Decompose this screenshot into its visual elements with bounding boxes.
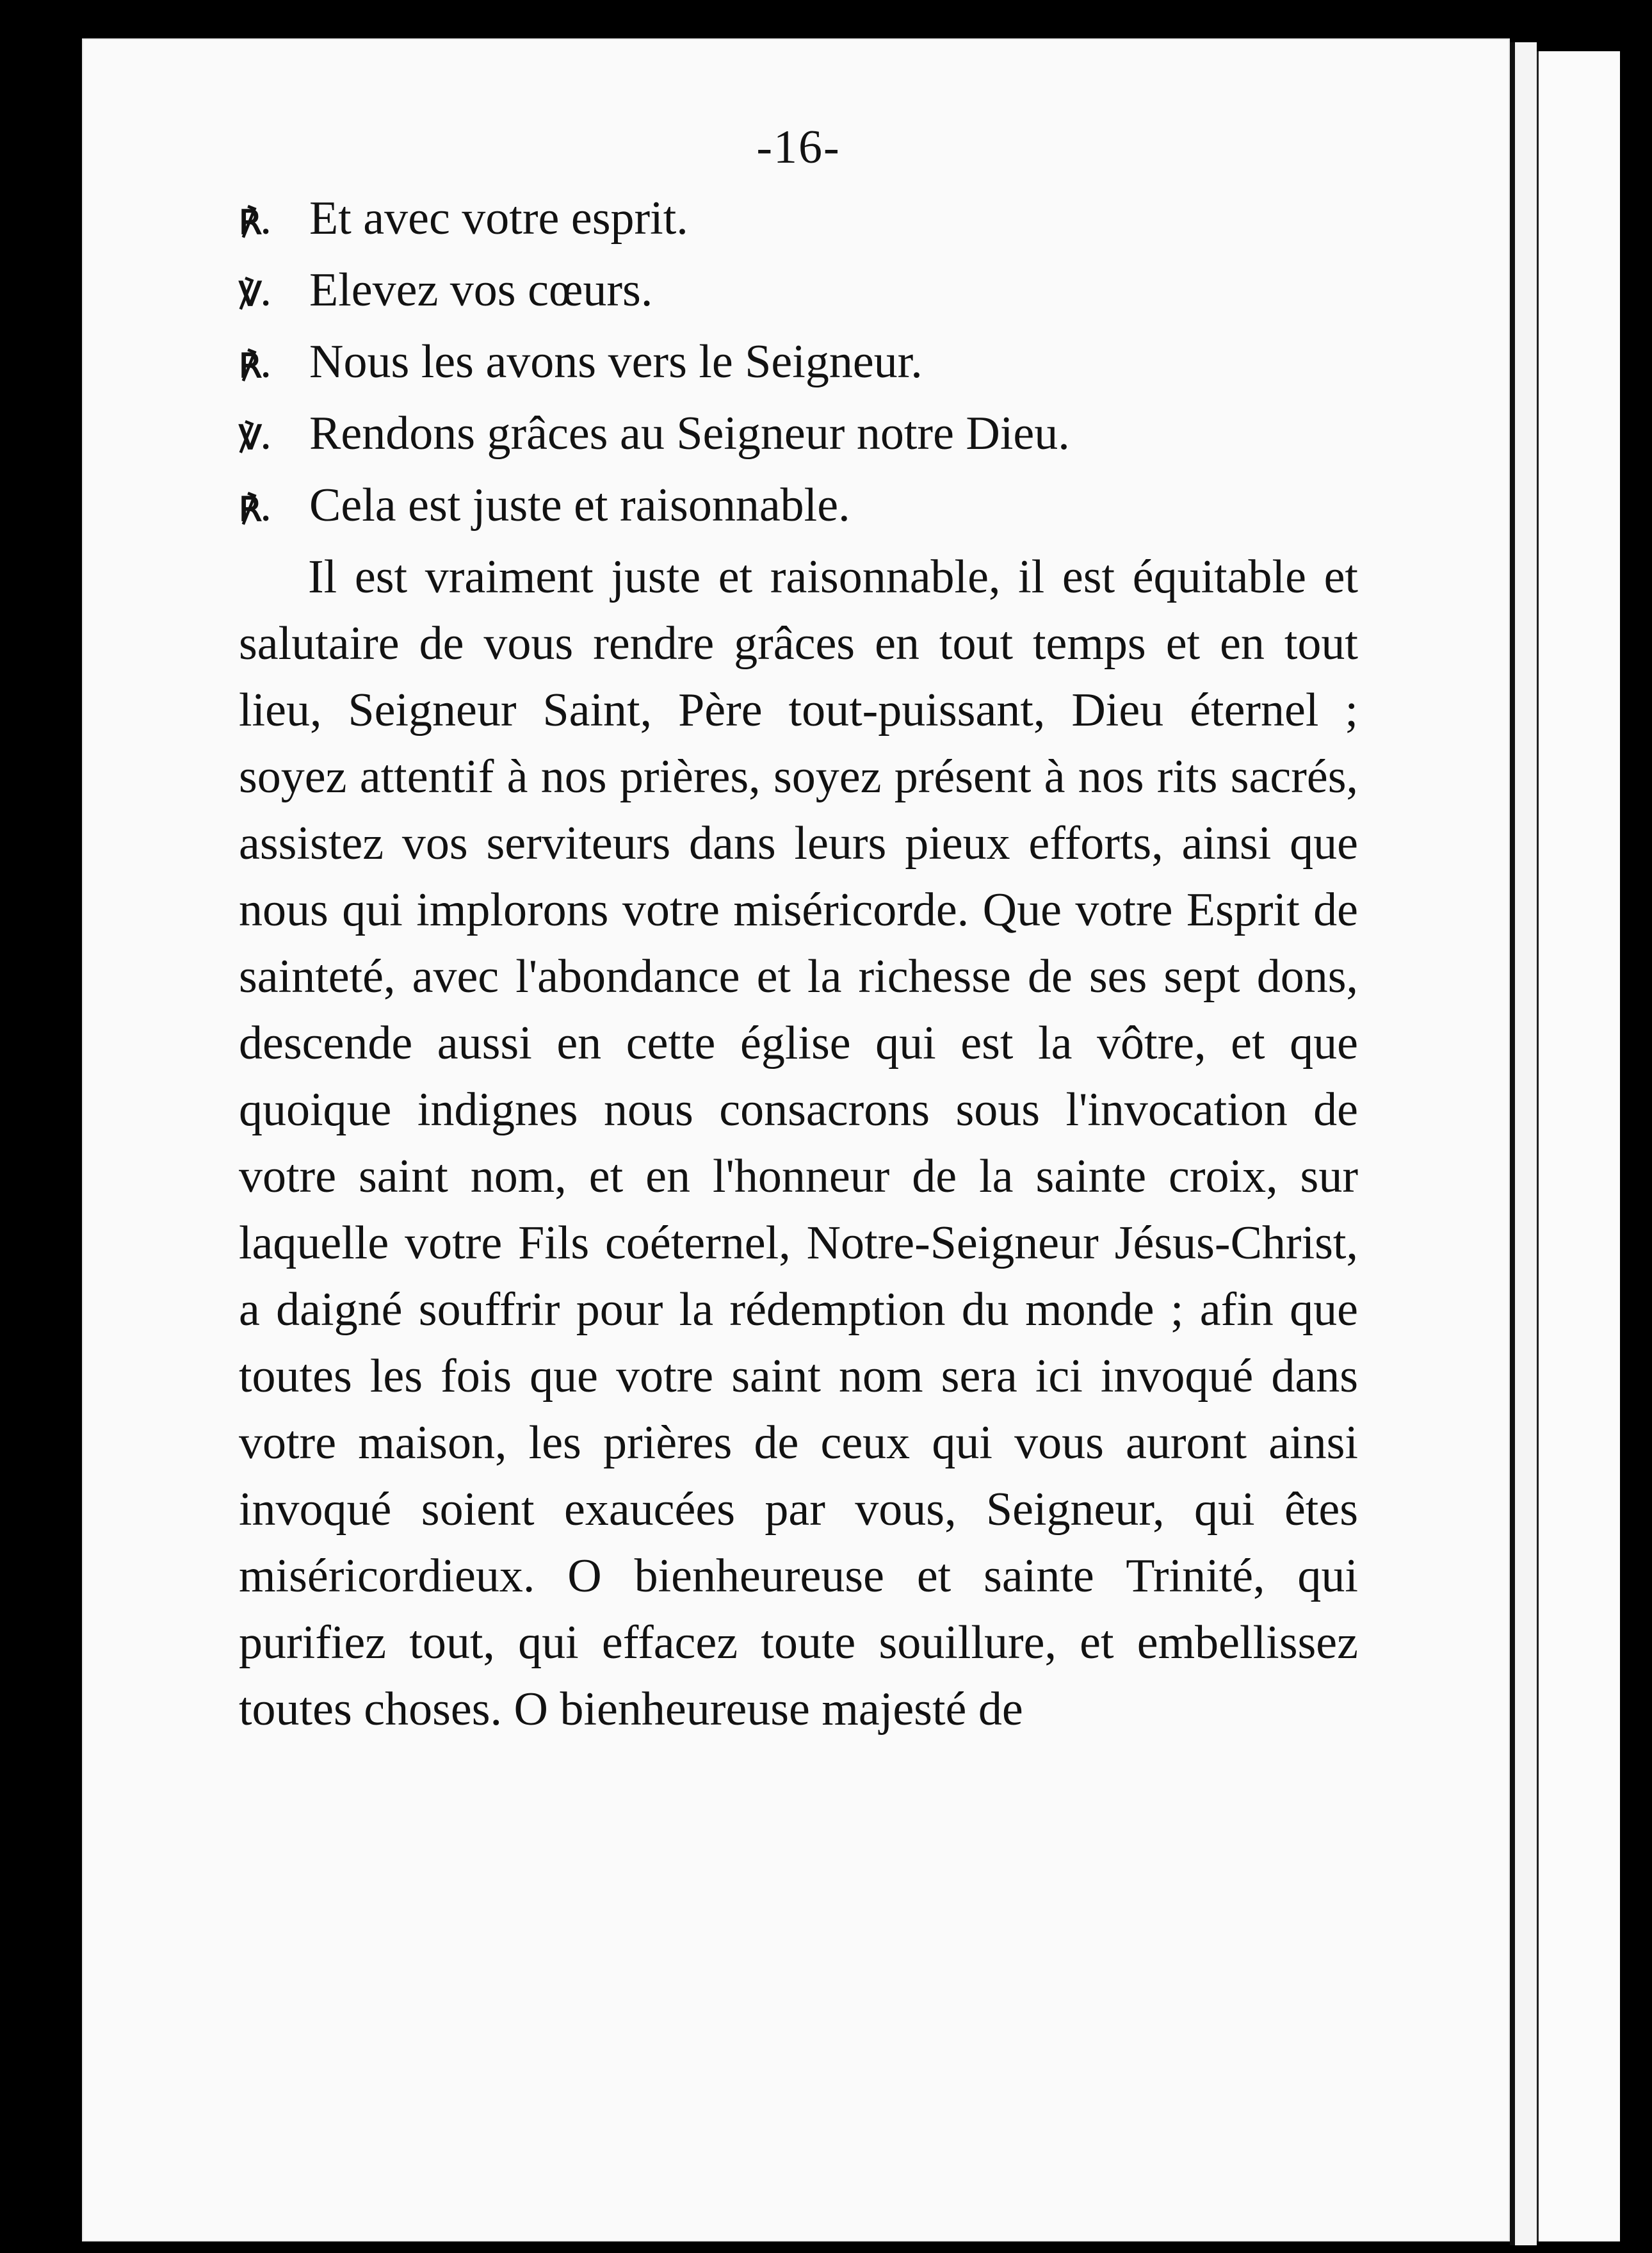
versicle-line — [239, 400, 1358, 472]
response-text: Cela est juste et raisonnable. — [309, 479, 850, 532]
response-line — [239, 329, 1358, 400]
versicle-text: Elevez vos cœurs. — [309, 264, 653, 316]
versicle-line — [239, 257, 1358, 329]
response-line — [239, 472, 1358, 544]
paragraph-text: Il est vraiment juste et raisonnable, il est équitable et salutaire de vous rendre grâces en tout temps et en tout lieu, Seigneur Saint, Père tout-puissant, Dieu éternel ; soyez attentif à nos prières, soyez présent à nos rits sacrés, assistez vos serviteurs dans leurs pieux efforts, ainsi que nous qui implorons votre miséricorde. Que votre Esprit de sainteté, avec l'abondance et la richesse de ses sept dons, descende aussi en cette église qui est la vôtre, et que quoique indignes nous consacrons sous l'invocation de votre saint nom, et en l'honneur de la sainte croix, sur laquelle votre Fils coéternel, Notre-Seigneur Jésus-Christ, a daigné souffrir pour la rédemption du monde ; afin que toutes les fois que votre saint nom sera ici invoqué dans votre maison, les prières de ceux qui vous auront ainsi invoqué soient exaucées par vous, Seigneur, qui êtes miséricordieux. O bienheureuse et sainte Trinité, qui purifiez tout, qui effacez toute souillure, et embellissez toutes choses. O bienheureuse majesté de — [239, 551, 1358, 1736]
versicle-mark: ℣. — [239, 420, 270, 457]
response-line — [239, 185, 1358, 257]
page-text — [239, 112, 1358, 1743]
page-edge — [1510, 42, 1537, 2245]
versicle-mark: ℣. — [239, 277, 270, 313]
page-number: -16- — [756, 121, 841, 174]
versicle-text: Rendons grâces au Seigneur notre Dieu. — [309, 407, 1070, 460]
preface-paragraph — [239, 544, 1358, 1743]
page-edge-back — [1537, 51, 1620, 2241]
response-text: Et avec votre esprit. — [309, 192, 688, 245]
response-mark: ℟. — [239, 205, 270, 241]
response-mark: ℟. — [239, 348, 270, 385]
response-text: Nous les avons vers le Seigneur. — [309, 336, 923, 388]
response-mark: ℟. — [239, 492, 270, 528]
